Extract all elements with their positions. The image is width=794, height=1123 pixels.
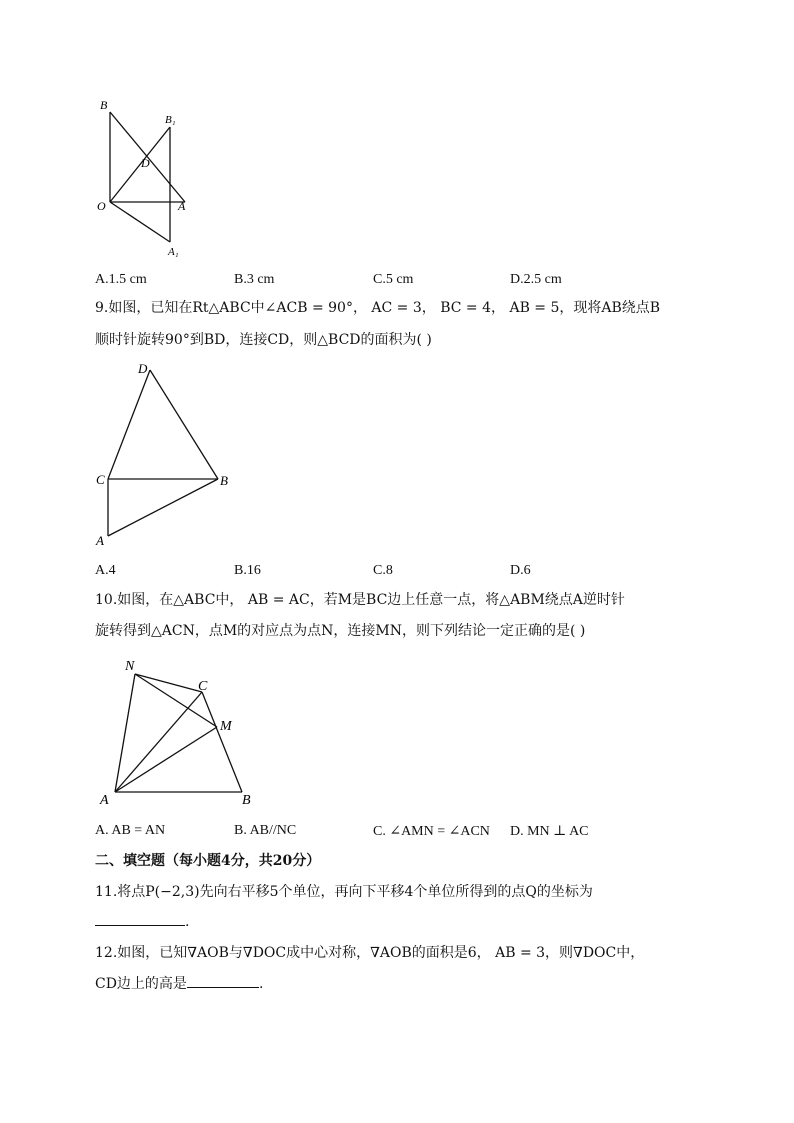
q9-label-d: D xyxy=(138,361,148,376)
q9-label-b: B xyxy=(220,473,228,488)
q8-label-b1: B₁ xyxy=(165,114,176,126)
q9-option-c[interactable]: C.8 xyxy=(373,563,393,578)
q8-label-d: D xyxy=(141,156,150,170)
section-heading-fill-in: 二、填空题（每小题4分，共20分） xyxy=(95,853,321,869)
q8-option-b[interactable]: B.3 cm xyxy=(234,272,275,287)
q12-text-line1: 12.如图，已知∇AOB与∇DOC成中心对称，∇AOB的面积是6， AB = 3，则∇DOC中， xyxy=(95,945,645,961)
q8-option-d[interactable]: D.2.5 cm xyxy=(510,272,562,287)
q9-option-d[interactable]: D.6 xyxy=(510,563,531,578)
q11-text-line1: 11.将点P(−2,3)先向右平移5个单位，再向下平移4个单位所得到的点Q的坐标为 xyxy=(95,884,593,900)
q10-text-line2: 旋转得到△ACN，点M的对应点为点N，连接MN，则下列结论一定正确的是( ) xyxy=(95,623,586,639)
q11-answer-blank[interactable] xyxy=(95,911,185,926)
q10-label-m: M xyxy=(220,719,232,734)
q10-option-b[interactable]: B. AB//NC xyxy=(234,823,297,838)
q10-label-b: B xyxy=(242,793,251,808)
q11-answer-line xyxy=(95,911,189,932)
q12-text-line2: CD边上的高是 xyxy=(95,976,187,992)
q9-label-c: C xyxy=(96,472,105,487)
q8-label-b: B xyxy=(100,98,108,112)
q9-label-a: A xyxy=(96,533,104,548)
q12-text-line2-wrap xyxy=(95,973,263,994)
q8-label-o: O xyxy=(97,199,106,213)
q10-label-n: N xyxy=(125,659,135,674)
q9-option-a[interactable]: A.4 xyxy=(95,563,116,578)
q12-period: . xyxy=(258,976,264,992)
q10-option-c[interactable]: C. ∠AMN = ∠ACN xyxy=(373,824,490,839)
q8-label-a: A xyxy=(178,199,186,213)
q12-answer-blank[interactable] xyxy=(187,973,259,988)
q11-period: . xyxy=(185,914,190,930)
q9-option-b[interactable]: B.16 xyxy=(234,563,261,578)
q8-label-a1: A₁ xyxy=(168,246,179,258)
q10-label-a: A xyxy=(100,793,109,808)
q8-figure xyxy=(92,92,202,262)
q8-option-a[interactable]: A.1.5 cm xyxy=(95,272,147,287)
q10-option-a[interactable]: A. AB = AN xyxy=(95,823,166,838)
q10-label-c: C xyxy=(198,679,208,694)
q10-text-line1: 10.如图，在△ABC中， AB = AC，若M是BC边上任意一点，将△ABM绕点A逆时针 xyxy=(95,592,625,608)
q10-option-d[interactable]: D. MN ⊥ AC xyxy=(510,824,589,839)
q9-text-line1: 9.如图，已知在Rt△ABC中∠ACB = 90°， AC = 3， BC = 4， AB = 5，现将AB绕点B xyxy=(95,300,661,316)
q9-figure xyxy=(90,358,240,550)
q8-option-c[interactable]: C.5 cm xyxy=(373,272,414,287)
q9-text-line2: 顺时针旋转90°到BD，连接CD，则△BCD的面积为( ) xyxy=(95,332,432,348)
q10-figure xyxy=(92,652,267,812)
